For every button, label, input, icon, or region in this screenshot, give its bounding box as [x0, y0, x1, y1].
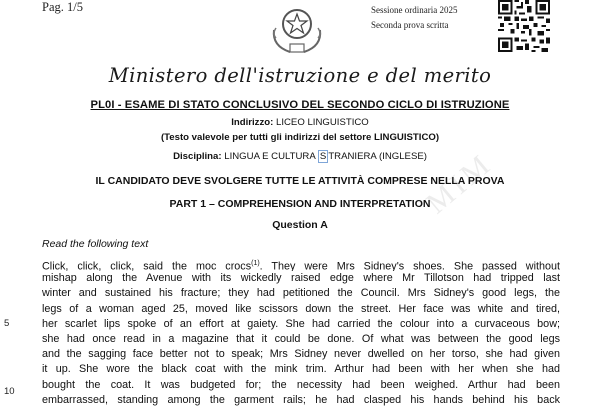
validity-note: [0, 132, 600, 143]
passage-line: bought the coat. It was budgeted for; the necessity had been weighed. Arthur had been: [42, 378, 560, 391]
exam-type-line: Seconda prova scritta: [371, 20, 449, 30]
passage-line: she had once read in a magazine that it could be done. Of what was between the good legs: [42, 332, 560, 345]
page-number: Pag. 1/5: [42, 0, 83, 14]
indirizzo-label: Indirizzo:: [231, 117, 274, 128]
indirizzo-line: [0, 117, 600, 128]
passage-line: winter and sustained his fracture; they had petitioned the Council. Mrs Sidney's good legs, the: [42, 287, 560, 300]
exam-title: PL0I - ESAME DI STATO CONCLUSIVO DEL SECONDO CICLO DI ISTRUZIONE: [90, 99, 510, 111]
text-cursor-highlight: S: [319, 151, 327, 162]
passage-line: mishap along the Avenue with its wickedly raised edge where Mr Tillotson had tripped last: [42, 272, 560, 285]
passage-line: her scarlet lips spoke of an effort at gaiety. She had carried the colour into a curvaceous bow;: [42, 317, 560, 330]
passage-line: it up. She wore the black coat with the mink trim. Arthur had been with her when she had: [42, 363, 560, 376]
disciplina-label: Disciplina:: [173, 151, 222, 162]
italian-republic-emblem: [268, 0, 326, 56]
line-number-5: 5: [4, 318, 10, 329]
question-heading: Question A: [272, 219, 328, 231]
passage-line: and the sagging face better not to speak; Mrs Sidney never dwelled on her torso, she had given: [42, 348, 560, 361]
footnote-ref: (1): [251, 260, 260, 267]
indirizzo-value: LICEO LINGUISTICO: [276, 117, 369, 128]
part-heading: PART 1 – COMPREHENSION AND INTERPRETATION: [169, 198, 431, 210]
disciplina-value-pre: LINGUA E CULTURA: [224, 151, 318, 162]
qr-code: [498, 0, 550, 52]
reading-passage: [42, 256, 560, 408]
passage-line: Click, click, click, said the moc crocs$^{(1)}$. They were Mrs Sidney's shoes. She passed without: [42, 260, 560, 272]
passage-line: embarrassed, standing among the garment rails; he had clasped his hands behind his back: [42, 393, 560, 406]
disciplina-line: [0, 151, 600, 162]
ministry-title: Ministero dell'istruzione e del merito: [108, 64, 492, 87]
session-line: Sessione ordinaria 2025: [371, 5, 458, 15]
instruction-heading: IL CANDIDATO DEVE SVOLGERE TUTTE LE ATTIVITÀ COMPRESE NELLA PROVA: [95, 175, 505, 187]
disciplina-value-post: TRANIERA (INGLESE): [328, 151, 427, 162]
line-number-10: 10: [4, 386, 15, 397]
passage-line: legs of a woman aged 25, moved like scissors down the street. Her face was white and tired,: [42, 302, 560, 315]
read-instruction: Read the following text: [42, 238, 149, 250]
watermark: MIM: [420, 146, 499, 221]
validity-note-text: (Testo valevole per tutti gli indirizzi del settore LINGUISTICO): [160, 132, 440, 143]
